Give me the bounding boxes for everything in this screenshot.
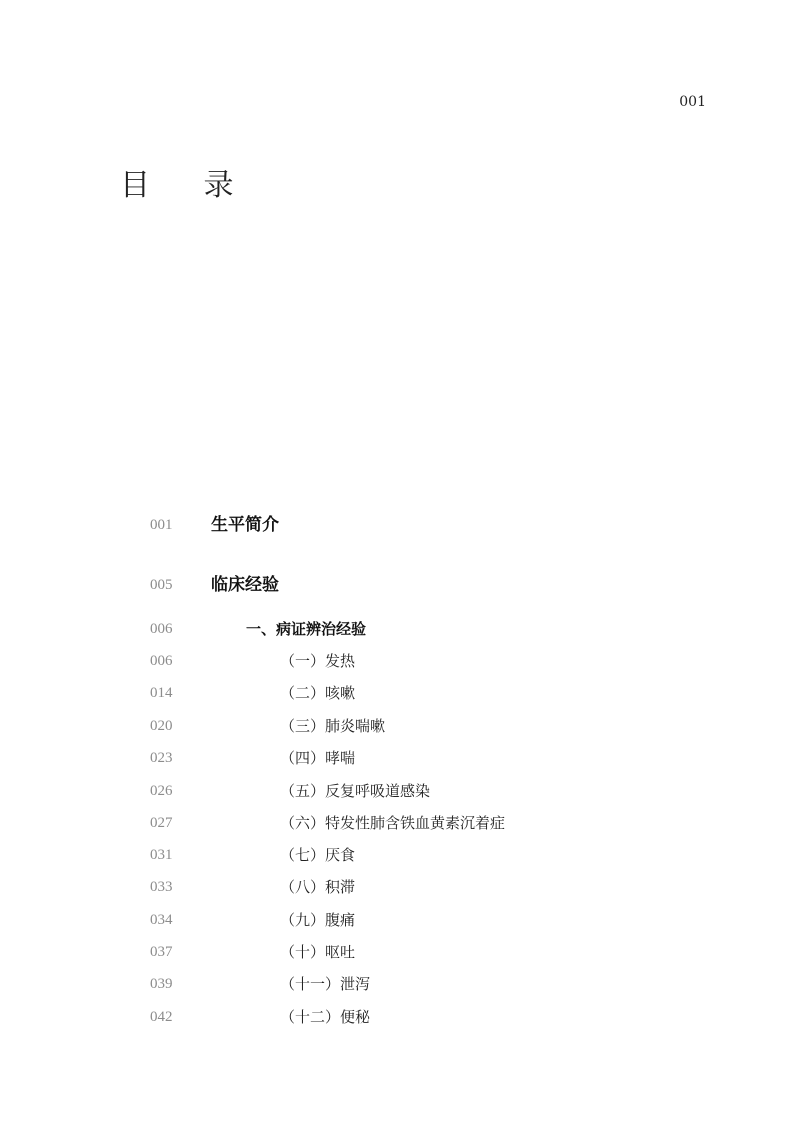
- toc-entry-text: 一、病证辨治经验: [246, 620, 367, 638]
- toc-entry-page: 020: [150, 718, 173, 734]
- toc-entry-page: 005: [150, 577, 173, 593]
- toc-entry-text: （一）发热: [280, 652, 356, 670]
- toc-entry-text: 临床经验: [211, 575, 279, 595]
- toc-entry-text: （十）呕吐: [280, 943, 356, 961]
- toc-entry-page: 042: [150, 1009, 173, 1025]
- toc-title: 目 录: [120, 168, 256, 203]
- toc-entry-text: （十一）泄泻: [280, 975, 371, 993]
- toc-entry-page: 037: [150, 944, 173, 960]
- toc-entry-page: 001: [150, 517, 173, 533]
- toc-entry-page: 027: [150, 815, 173, 831]
- toc-entry-page: 033: [150, 879, 173, 895]
- toc-entry-page: 006: [150, 621, 173, 637]
- toc-entry-page: 039: [150, 976, 173, 992]
- toc-entry-text: （五）反复呼吸道感染: [280, 782, 431, 800]
- toc-entry-page: 034: [150, 912, 173, 928]
- toc-entry-text: （十二）便秘: [280, 1008, 371, 1026]
- toc-entry-text: （二）咳嗽: [280, 684, 356, 702]
- toc-entry-text: （四）哮喘: [280, 749, 356, 767]
- page-number: 001: [679, 94, 706, 110]
- toc-entry-text: 生平简介: [211, 515, 279, 535]
- toc-entry-text: （八）积滞: [280, 878, 356, 896]
- toc-entry-text: （九）腹痛: [280, 911, 356, 929]
- toc-entry-text: （三）肺炎喘嗽: [280, 717, 386, 735]
- toc-entry-page: 006: [150, 653, 173, 669]
- toc-entry-text: （六）特发性肺含铁血黄素沉着症: [280, 814, 506, 832]
- toc-entry-text: （七）厌食: [280, 846, 356, 864]
- toc-entry-page: 023: [150, 750, 173, 766]
- toc-entry-page: 026: [150, 783, 173, 799]
- toc-entry-page: 031: [150, 847, 173, 863]
- toc-entry-page: 014: [150, 685, 173, 701]
